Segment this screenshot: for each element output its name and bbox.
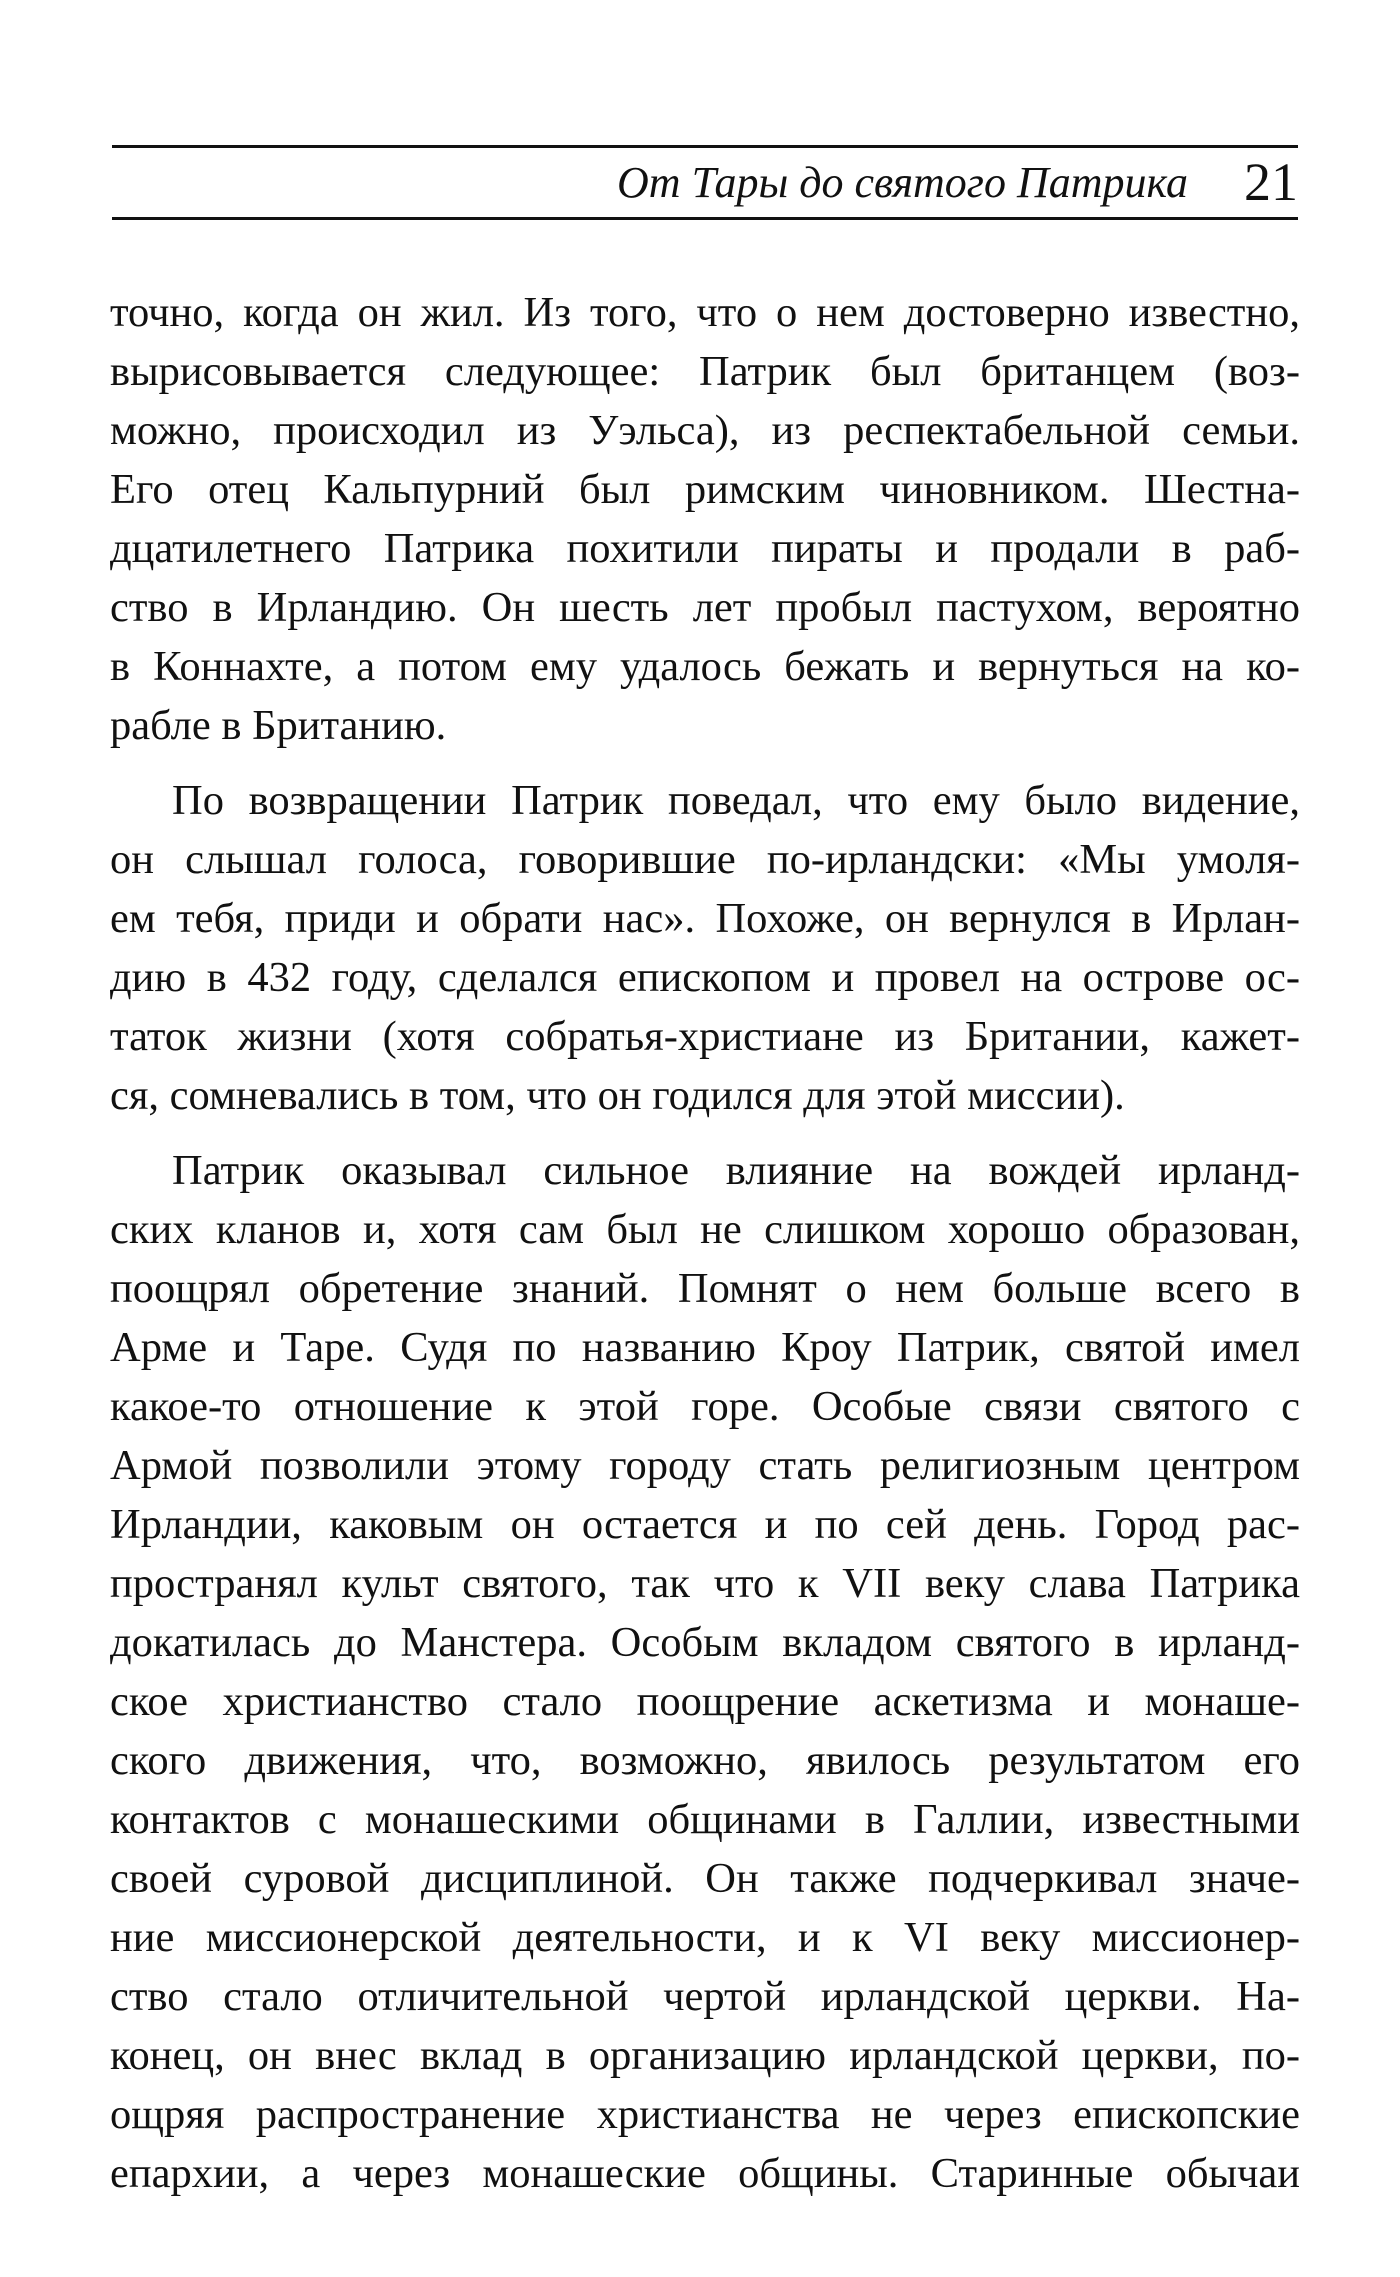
paragraph-1 [110,283,1300,755]
text-line: конец, он внес вклад в организацию ирландской церкви, по- [110,2032,1300,2079]
text-line: ощряя распространение христианства не через епископские [110,2091,1300,2138]
paragraph-2 [110,771,1300,1125]
text-line: ем тебя, приди и обрати нас». Похоже, он вернулся в Ирлан- [110,895,1300,942]
text-line: По возвращении Патрик поведал, что ему было видение, [172,777,1300,824]
header-rule-top [112,145,1298,148]
text-line: ство стало отличительной чертой ирландской церкви. На- [110,1973,1300,2020]
text-line: епархии, а через монашеские общины. Старинные обычаи [110,2150,1300,2197]
text-line: своей суровой дисциплиной. Он также подчеркивал значе- [110,1855,1300,1902]
text-line: какое-то отношение к этой горе. Особые связи святого с [110,1383,1300,1430]
body-text [110,283,1300,2219]
text-line: таток жизни (хотя собратья-христиане из Британии, кажет- [110,1013,1300,1060]
text-line: можно, происходил из Уэльса), из респектабельной семьи. [110,407,1300,454]
text-line: дцатилетнего Патрика похитили пираты и продали в раб- [110,525,1300,572]
text-line: он слышал голоса, говорившие по-ирландски: «Мы умоля- [110,836,1300,883]
text-line: точно, когда он жил. Из того, что о нем достоверно известно, [110,289,1300,336]
page-number: 21 [1244,152,1298,212]
text-line: вырисовывается следующее: Патрик был британцем (воз- [110,348,1300,395]
text-line: поощрял обретение знаний. Помнят о нем больше всего в [110,1265,1300,1312]
text-line: в Коннахте, а потом ему удалось бежать и вернуться на ко- [110,643,1300,690]
text-line: пространял культ святого, так что к VII веку слава Патрика [110,1560,1300,1607]
text-line: Патрик оказывал сильное влияние на вождей ирланд- [172,1147,1300,1194]
running-title: От Тары до святого Патрика [617,158,1188,207]
text-line: дию в 432 году, сделался епископом и провел на острове ос- [110,954,1300,1001]
header-rule-bottom [112,217,1298,220]
text-line: рабле в Британию. [110,702,447,749]
text-line: контактов с монашескими общинами в Галлии, известными [110,1796,1300,1843]
text-line: ся, сомневались в том, что он годился для этой миссии). [110,1072,1125,1119]
text-line: ство в Ирландию. Он шесть лет пробыл пастухом, вероятно [110,584,1300,631]
text-line: ского движения, что, возможно, явилось результатом его [110,1737,1300,1784]
text-line: докатилась до Манстера. Особым вкладом святого в ирланд- [110,1619,1300,1666]
paragraph-3 [110,1141,1300,2203]
running-header [112,145,1298,223]
text-line: Арме и Таре. Судя по названию Кроу Патрик, святой имел [110,1324,1300,1371]
text-line: Ирландии, каковым он остается и по сей день. Город рас- [110,1501,1300,1548]
text-line: ское христианство стало поощрение аскетизма и монаше- [110,1678,1300,1725]
text-line: ских кланов и, хотя сам был не слишком хорошо образован, [110,1206,1300,1253]
text-line: Его отец Кальпурний был римским чиновником. Шестна- [110,466,1300,513]
text-line: Армой позволили этому городу стать религиозным центром [110,1442,1300,1489]
text-line: ние миссионерской деятельности, и к VI веку миссионер- [110,1914,1300,1961]
